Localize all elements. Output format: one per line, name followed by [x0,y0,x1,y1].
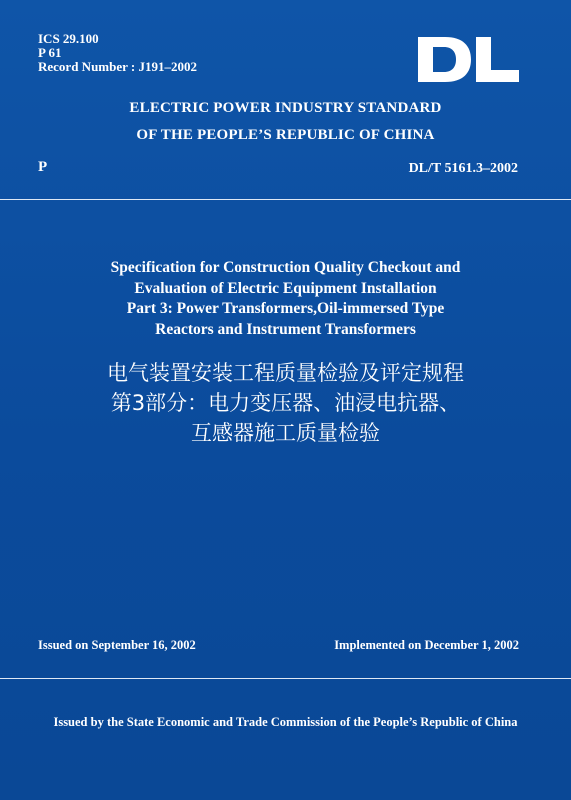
ics-code: ICS 29.100 [38,31,99,46]
dl-logo-icon [418,37,519,82]
english-title-line-4: Reactors and Instrument Transformers [155,320,416,338]
english-title [0,258,571,340]
english-title-line-1: Specification for Construction Quality Checkout and [110,259,461,276]
chinese-title-line-1: 电气装置安装工程质量检验及评定规程 [107,361,464,385]
standard-code: DL/T 5161.3–2002 [408,161,518,176]
organization-line-2: OF THE PEOPLE’S REPUBLIC OF CHINA [136,127,435,143]
issued-date: Issued on September 16, 2002 [38,638,196,652]
category-code: P [38,159,48,175]
chinese-title [0,358,571,448]
publisher-line: Issued by the State Economic and Trade Commission of the People’s Republic of China [53,715,518,729]
p-code: P 61 [38,45,62,60]
record-number: Record Number : J191–2002 [38,59,197,74]
english-title-line-2: Evaluation of Electric Equipment Installation [134,279,437,297]
implemented-date: Implemented on December 1, 2002 [334,638,519,652]
chinese-title-line-2: 第3部分：电力变压器、油浸电抗器、 [110,391,461,415]
classification-block [38,32,197,74]
top-divider [0,199,571,200]
bottom-divider [0,678,571,679]
organization-line-1: ELECTRIC POWER INDUSTRY STANDARD [129,100,442,116]
chinese-title-line-3: 互感器施工质量检验 [191,421,380,445]
english-title-line-3: Part 3: Power Transformers,Oil-immersed Type [126,300,445,317]
